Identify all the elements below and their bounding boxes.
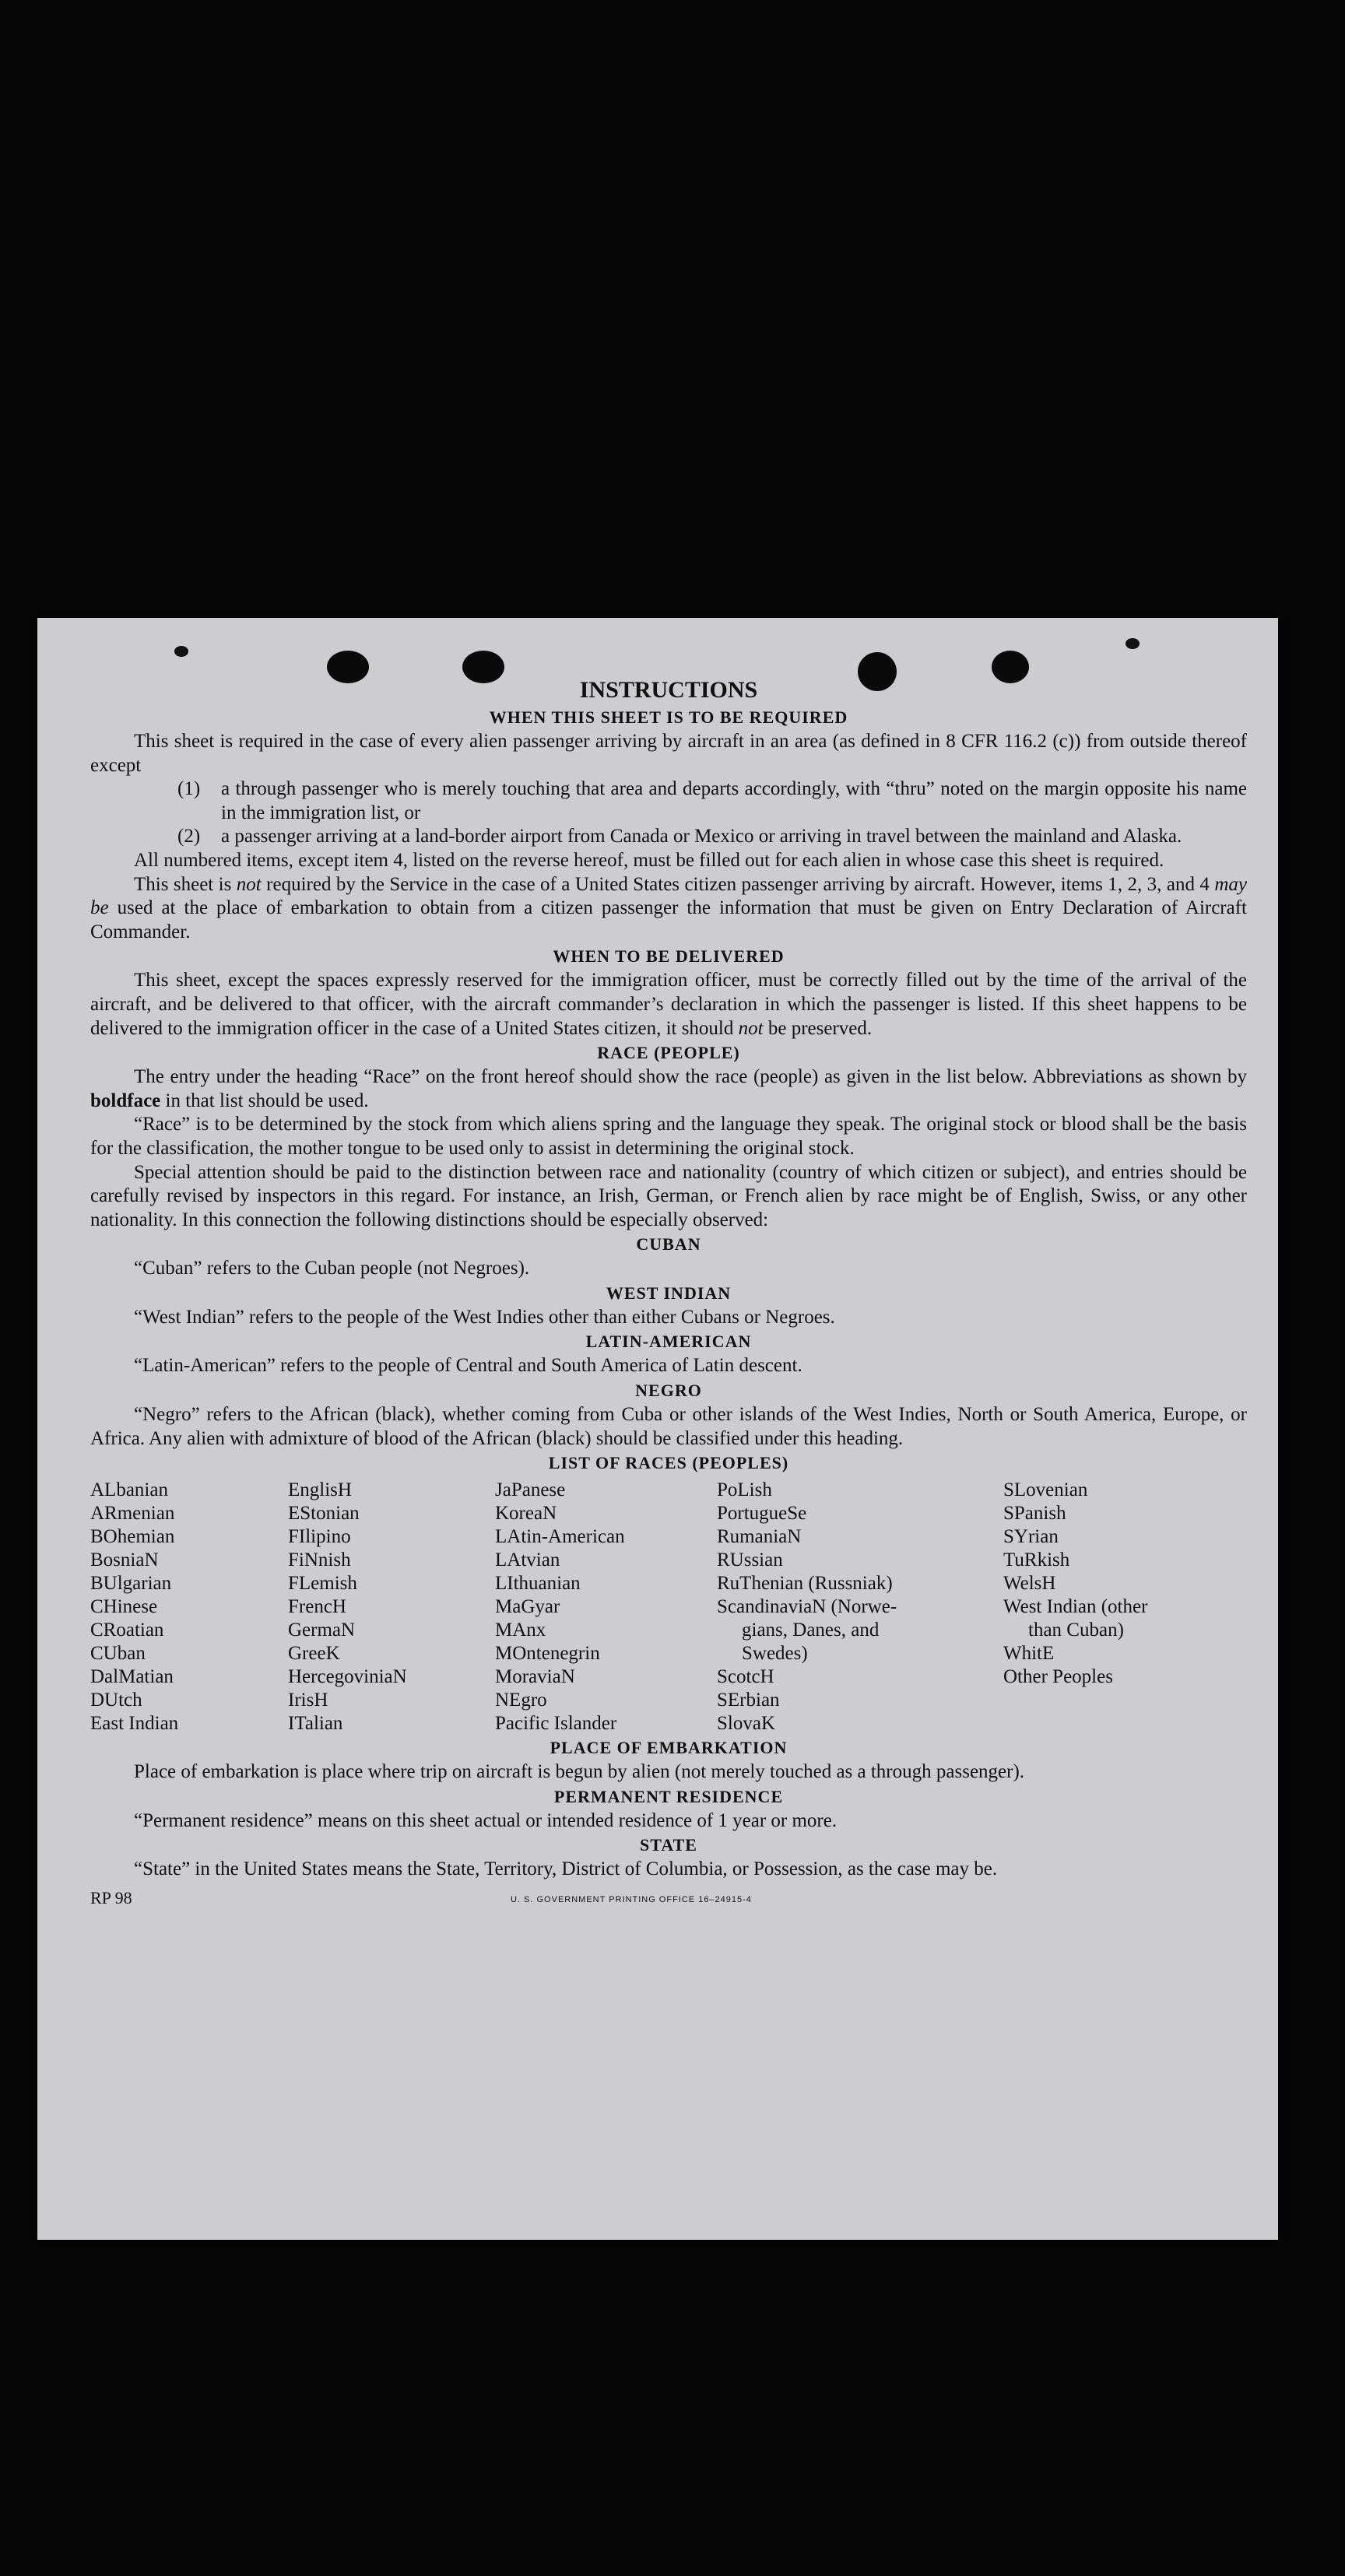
races-column-5	[1003, 1479, 1247, 1735]
instructions-body	[90, 677, 1247, 1910]
race-entry: BOhemian	[90, 1526, 175, 1548]
race-entry: GreeK	[288, 1643, 340, 1665]
section-heading-required: WHEN THIS SHEET IS TO BE REQUIRED	[489, 707, 848, 727]
race-entry: FiNnish	[288, 1549, 351, 1571]
race-entry: RuThenian (Russniak)	[717, 1573, 893, 1595]
section-heading-list-of-races: LIST OF RACES (PEOPLES)	[548, 1453, 789, 1473]
exception-item-2	[177, 825, 1247, 849]
races-column-3	[495, 1479, 717, 1735]
form-code: RP 98	[90, 1888, 132, 1908]
paragraph-west-indian: “West Indian” refers to the people of the West Indies other than either Cubans or Negroes.	[134, 1306, 835, 1328]
race-entry: ARmenian	[90, 1503, 175, 1525]
race-entry: MOntenegrin	[495, 1643, 600, 1665]
race-entry: Pacific Islander	[495, 1713, 617, 1735]
paragraph-residence: “Permanent residence” means on this sheet actual or intended residence of 1 year or more.	[134, 1809, 838, 1831]
race-entry: HercegoviniaN	[288, 1666, 407, 1688]
section-heading-residence: PERMANENT RESIDENCE	[553, 1786, 784, 1806]
race-entry: SYrian	[1003, 1526, 1059, 1548]
printer-imprint: U. S. GOVERNMENT PRINTING OFFICE 16–24915-4	[511, 1895, 752, 1905]
page-title: INSTRUCTIONS	[579, 677, 758, 703]
race-entry: SLovenian	[1003, 1479, 1088, 1501]
race-entry: ScotcH	[717, 1666, 774, 1688]
section-heading-negro: NEGRO	[635, 1381, 702, 1401]
item-text: a passenger arriving at a land-border airport from Canada or Mexico or arriving in travel between the mainland and Alaska.	[221, 826, 1182, 848]
paragraph-required: This sheet is required in the case of every alien passenger arriving by aircraft in an area (as defined in 8 CFR 116.2 (c)) from outside thereof except	[90, 731, 1247, 776]
paragraph-embarkation: Place of embarkation is place where trip on aircraft is begun by alien (not merely touched as a through passenger).	[134, 1761, 1025, 1783]
race-entry: Other Peoples	[1003, 1666, 1113, 1688]
race-entry: ITalian	[288, 1713, 343, 1735]
paragraph-race-2: “Race” is to be determined by the stock from which aliens spring and the language they speak. The original stock or blood shall be the basis for the classification, the mother tongue to be used only to assist in determining the original stock.	[90, 1114, 1247, 1159]
race-entry: GermaN	[288, 1620, 356, 1641]
instruction-sheet	[37, 618, 1278, 2240]
race-entry: CRoatian	[90, 1620, 164, 1641]
race-entry: TuRkish	[1003, 1549, 1070, 1571]
paragraph-numbered-items: All numbered items, except item 4, listed on the reverse hereof, must be filled out for each alien in whose case this sheet is required.	[134, 849, 1164, 871]
race-entry: MAnx	[495, 1620, 546, 1641]
section-heading-embarkation: PLACE OF EMBARKATION	[550, 1738, 788, 1758]
race-entry: CHinese	[90, 1596, 158, 1618]
races-column-2	[288, 1479, 495, 1735]
paragraph-citizen: This sheet is not required by the Service in the case of a United States citizen passenger arriving by aircraft. However, items 1, 2, 3, and 4 may be used at the place of embarkation to obtain from a citizen passenger the information that must be given on Entry Declaration of Aircraft Commander.	[90, 873, 1247, 942]
race-entry: FLemish	[288, 1573, 357, 1595]
race-entry: SPanish	[1003, 1503, 1066, 1525]
race-entry: LAtin-American	[495, 1526, 625, 1548]
race-entry: IrisH	[288, 1690, 328, 1711]
race-entry: NEgro	[495, 1690, 547, 1711]
race-entry: KoreaN	[495, 1503, 557, 1525]
race-entry: EStonian	[288, 1503, 360, 1525]
section-heading-west-indian: WEST INDIAN	[606, 1283, 732, 1303]
race-entry: East Indian	[90, 1713, 179, 1735]
race-entry: BosniaN	[90, 1549, 159, 1571]
race-entry: LIthuanian	[495, 1573, 581, 1595]
races-table	[90, 1479, 1247, 1735]
section-heading-delivered: WHEN TO BE DELIVERED	[553, 946, 785, 967]
race-entry: SErbian	[717, 1690, 780, 1711]
race-entry: EnglisH	[288, 1479, 352, 1501]
paragraph-race-3: Special attention should be paid to the distinction between race and nationality (country of which citizen or subject), and entries should be carefully revised by inspectors in this regard. For instance, an Irish, German, or French alien by race might be of English, Swiss, or any other nationality. In this connection the following distinctions should be especially observed:	[90, 1161, 1247, 1230]
punch-speck	[174, 646, 188, 657]
race-entry: LAtvian	[495, 1549, 560, 1571]
race-entry: CUban	[90, 1643, 146, 1665]
race-entry-continued: Swedes)	[742, 1643, 808, 1665]
race-entry-continued: gians, Danes, and	[742, 1620, 880, 1641]
race-entry: FIlipino	[288, 1526, 351, 1548]
paragraph-race-1: The entry under the heading “Race” on the front hereof should show the race (people) as given in the list below. Abbreviations as shown by boldface in that list should be used.	[90, 1066, 1247, 1111]
race-entry-continued: than Cuban)	[1028, 1620, 1124, 1641]
section-heading-cuban: CUBAN	[636, 1234, 701, 1255]
race-entry: ALbanian	[90, 1479, 168, 1501]
paragraph-latin-american: “Latin-American” refers to the people of Central and South America of Latin descent.	[134, 1355, 802, 1377]
races-column-4	[717, 1479, 1003, 1735]
race-entry: JaPanese	[495, 1479, 566, 1501]
race-entry: FrencH	[288, 1596, 346, 1618]
race-entry: WhitE	[1003, 1643, 1055, 1665]
race-entry: ScandinaviaN (Norwe-	[717, 1596, 897, 1618]
item-number: (1)	[177, 778, 201, 800]
race-entry: PoLish	[717, 1479, 772, 1501]
paragraph-delivered: This sheet, except the spaces expressly reserved for the immigration officer, must be correctly filled out by the time of the arrival of the aircraft, and be delivered to that officer, with the aircraft commander’s declaration in which the passenger is listed. If this sheet happens to be delivered to the immigration officer in the case of a United States citizen, it should not be preserved.	[90, 970, 1247, 1039]
race-entry: WelsH	[1003, 1573, 1056, 1595]
race-entry: MoraviaN	[495, 1666, 575, 1688]
race-entry: PortugueSe	[717, 1503, 807, 1525]
exception-item-1	[177, 777, 1247, 825]
race-entry: RumaniaN	[717, 1526, 802, 1548]
paragraph-state: “State” in the United States means the State, Territory, District of Columbia, or Possession, as the case may be.	[134, 1858, 998, 1880]
item-number: (2)	[177, 826, 201, 848]
race-entry: BUlgarian	[90, 1573, 172, 1595]
page-footer	[90, 1886, 1247, 1910]
race-entry: RUssian	[717, 1549, 783, 1571]
section-heading-state: STATE	[640, 1835, 697, 1855]
race-entry: SlovaK	[717, 1713, 775, 1735]
race-entry: DalMatian	[90, 1666, 174, 1688]
item-text: a through passenger who is merely touching that area and departs accordingly, with “thru” noted on the margin opposite his name in the immigration list, or	[221, 778, 1247, 823]
races-column-1	[90, 1479, 288, 1735]
punch-speck	[1126, 638, 1140, 649]
section-heading-race: RACE (PEOPLE)	[597, 1043, 740, 1063]
paragraph-cuban: “Cuban” refers to the Cuban people (not Negroes).	[134, 1258, 530, 1279]
section-heading-latin-american: LATIN-AMERICAN	[585, 1332, 752, 1352]
race-entry: MaGyar	[495, 1596, 560, 1618]
race-entry: DUtch	[90, 1690, 142, 1711]
race-entry: West Indian (other	[1003, 1596, 1148, 1618]
paragraph-negro: “Negro” refers to the African (black), whether coming from Cuba or other islands of the West Indies, North or South America, Europe, or Africa. Any alien with admixture of blood of the African (black) should be classified under this heading.	[90, 1404, 1247, 1449]
